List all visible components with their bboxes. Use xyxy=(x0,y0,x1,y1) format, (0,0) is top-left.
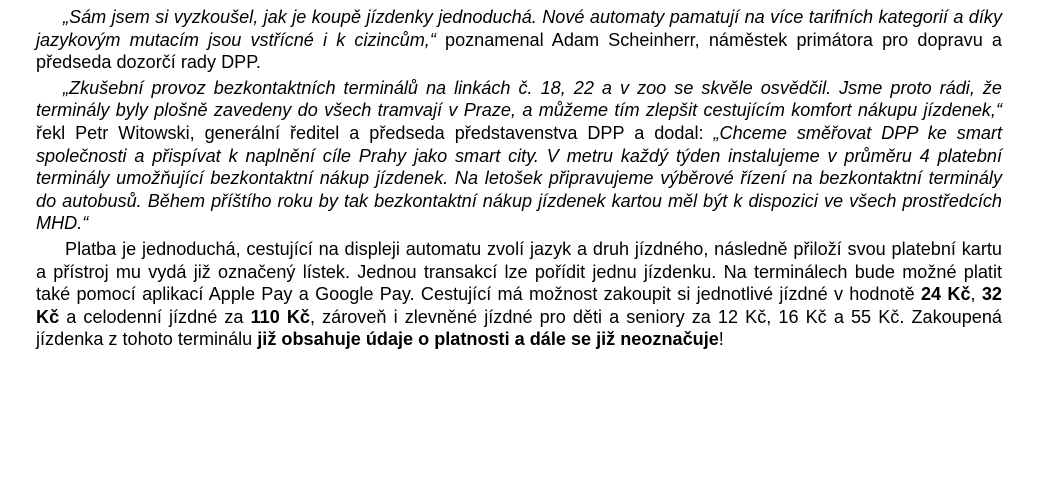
price-highlight: 32 Kč xyxy=(36,284,1002,327)
validity-highlight: již obsahuje údaje o platnosti a dále se již neoznačuje xyxy=(257,329,719,350)
quote-text: „Zkušební provoz bezkontaktních terminálů na linkách č. 18, 22 a v zoo se skvěle osvědčil. Jsme proto rádi, že terminály byly plošně zavedeny do všech tramvají v Praze, a můžeme tím zlepšit cestujícím komfort nákupu jízdenek,“ xyxy=(36,77,1002,121)
body-text: a celodenní jízdné za xyxy=(59,306,251,327)
price-highlight: 110 Kč xyxy=(250,306,310,327)
price-highlight: 24 Kč xyxy=(920,284,971,305)
paragraph-payment-info xyxy=(36,238,1002,351)
document-body xyxy=(36,6,1002,354)
paragraph-scheinherr-quote xyxy=(36,6,1002,74)
body-text: , zároveň i zlevněné jízdné pro děti a seniory za 12 Kč, 16 Kč a 55 Kč. Zakoupená jízdenka z tohoto terminálu xyxy=(36,306,1002,350)
attribution-text: řekl Petr Witowski, generální ředitel a předseda představenstva DPP a dodal: xyxy=(36,122,714,143)
quote-text: „Chceme směřovat DPP ke smart společnosti a přispívat k naplnění cíle Prahy jako smart city. V metru každý týden instalujeme v průměru 4 platební terminály umožňující bezkontaktní nákup jízdenek. Na letošek připravujeme výběrové řízení na bezkontaktní terminály do autobusů. Během příštího roku by tak bezkontaktní nákup jízdenek kartou měl být k dispozici ve všech prostředcích MHD.“ xyxy=(36,122,1003,234)
body-text: , xyxy=(970,284,982,305)
quote-text: „Sám jsem si vyzkoušel, jak je koupě jízdenky jednoduchá. Nové automaty pamatují na více tarifních kategorií a díky jazykovým mutacím jsou vstřícné i k cizincům,“ xyxy=(36,7,1002,50)
paragraph-witowski-quote xyxy=(36,77,1002,235)
body-text: Platba je jednoduchá, cestující na displeji automatu zvolí jazyk a druh jízdného, následně přiloží svou platební kartu a přístroj mu vydá již označený lístek. Jednou transakcí lze pořídit jednu jízdenku. Na terminálech bude možné platit také pomocí aplikací Apple Pay a Google Pay. Cestující má možnost zakoupit si jednotlivé jízdné v hodnotě xyxy=(36,238,1002,305)
attribution-text: poznamenal Adam Scheinherr, náměstek primátora pro dopravu a předseda dozorčí rady DPP. xyxy=(36,29,1002,73)
body-text: ! xyxy=(718,329,724,350)
